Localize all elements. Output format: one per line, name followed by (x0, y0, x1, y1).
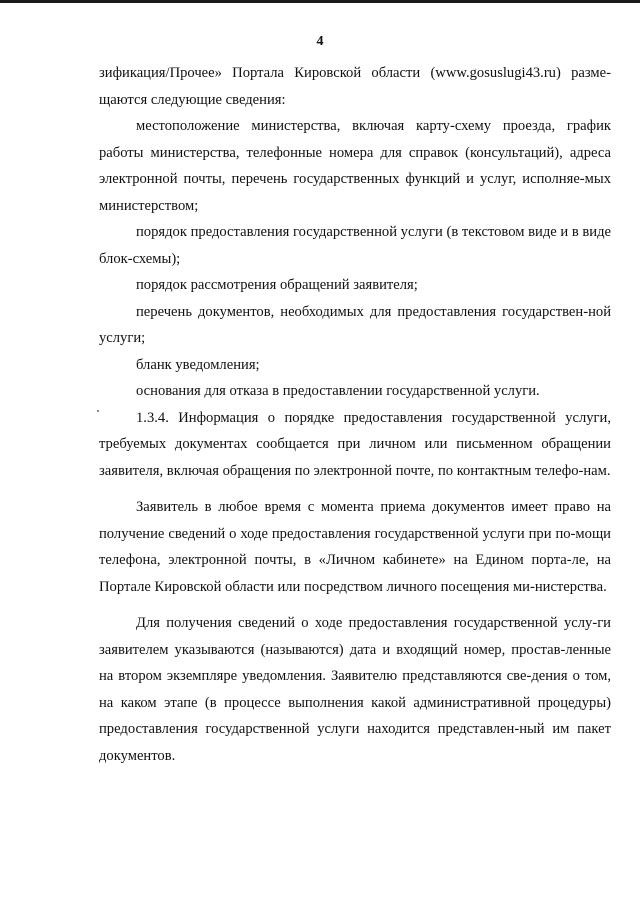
paragraph-refusal-grounds: основания для отказа в предоставлении государственной услуги. (136, 383, 540, 399)
paragraph-location: местоположение министерства, включая карту-схему проезда, график работы министерства, телефонные номера для справок (консультаций), адреса электронной почты, перечень государственных функций и услуг, исполняе-мых министерством; (99, 118, 611, 214)
top-border-rule (0, 0, 640, 3)
page-number: 4 (316, 34, 324, 49)
scan-speck (97, 410, 99, 412)
paragraph-notice-form: бланк уведомления; (136, 356, 260, 373)
document-body (99, 60, 611, 769)
paragraph-applicant-rights: Заявитель в любое время с момента приема документов имеет право на получение сведений о ходе предоставления государственной услуги при по-мощи телефона, электронной почты, в «Личном кабинете» на Едином порта-ле, на Портале Кировской области или посредством личного посещения ми-нистерства. (99, 499, 611, 595)
paragraph-section-1-3-4: 1.3.4. Информация о порядке предоставления государственной услуги, требуемых документах сообщается при личном или письменном обращении заявителя, включая обращения по электронной почте, по контактным телефо-нам. (99, 409, 611, 479)
paragraph-appeals: порядок рассмотрения обращений заявителя; (136, 277, 418, 293)
paragraph-procedure: порядок предоставления государственной услуги (в текстовом виде и в виде блок-схемы); (99, 224, 611, 267)
paragraph-continuation: зификация/Прочее» Портала Кировской области (www.gosuslugi43.ru) разме-щаются следующие сведения: (99, 65, 611, 108)
paragraph-status-info: Для получения сведений о ходе предоставления государственной услу-ги заявителем указываются (называются) дата и входящий номер, простав-ленные на втором экземпляре уведомления. Заявителю представляются све-дения о том, на каком этапе (в процессе выполнения какой административной процедуры) предоставления государственной услуги находится представлен-ный им пакет документов. (99, 615, 611, 764)
paragraph-documents-list: перечень документов, необходимых для предоставления государствен-ной услуги; (99, 303, 611, 346)
